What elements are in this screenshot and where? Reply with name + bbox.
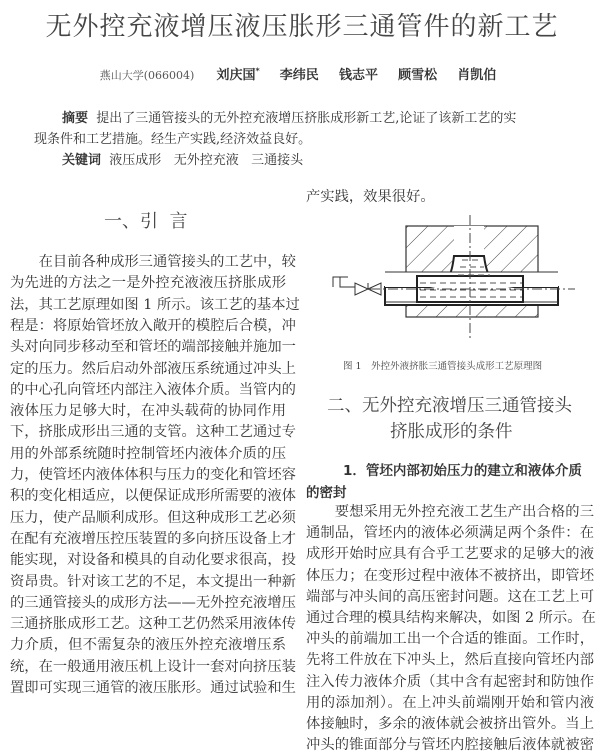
text-line: 头对向同步移动至和管坯的端部接触并施加一 <box>10 339 296 356</box>
text-line: 在目前各种成形三通管接头的工艺中，较 <box>10 254 296 270</box>
text-line: 压力，使产品顺利成形。但这种成形工艺必须 <box>10 509 296 526</box>
text-line: 力，使管坯内液体体积与压力的变化和管坯容 <box>10 467 296 483</box>
text-line: 体压力；在变形过程中液体不被挤出，即管坯 <box>306 567 594 584</box>
text-line: 为先进的方法之一是外控充液液压挤胀成形 <box>10 275 286 292</box>
text-line: 通过合理的模具结构来解决，如图 2 所示。在 <box>306 610 596 626</box>
text-line: 注入传力液体介质（其中含有起密封和防蚀作 <box>306 673 594 690</box>
valve-icon <box>333 277 381 295</box>
text-line: 三通挤胀成形工艺。这种工艺仍然采用液体传 <box>10 616 296 633</box>
text-line: 资昂贵。针对该工艺的不足，本文提出一种新 <box>10 573 296 590</box>
author: 李纬民 <box>279 68 319 83</box>
keyword: 液压成形 <box>109 153 162 168</box>
text-line: 定的压力。然后启动外部液压系统通过冲头上 <box>10 360 296 377</box>
paper-title: 无外控充液增压液压胀形三通管件的新工艺 <box>45 12 559 42</box>
author: 肖凯伯 <box>457 68 497 83</box>
text-line: 成形开始时应具有合乎工艺要求的足够大的液 <box>306 546 594 563</box>
text-line: 置即可实现三通管的液压胀形。通过试验和生 <box>10 680 296 696</box>
text-line: 力介质，但不需复杂的液压外控充液增压系 <box>10 637 286 654</box>
affiliation: 燕山大学(066004) <box>99 69 195 82</box>
text-line: 能实现，对设备和模具的自动化要求很高，投 <box>10 552 296 569</box>
text-line: 法，其工艺原理如图 1 所示。该工艺的基本过 <box>10 296 300 313</box>
author <box>216 68 259 83</box>
author-name: 刘庆国 <box>216 68 256 83</box>
text-line: 液体压力足够大时，在冲头载荷的协同作用 <box>10 403 286 420</box>
text-line: 积的变化相适应，以便保证成形所需要的液体 <box>10 488 296 505</box>
text-line: 冲头的锥面部分与管坯内腔接触后液体就被密 <box>306 737 594 754</box>
section-2-heading: 挤胀成形的条件 <box>390 422 513 442</box>
section-2-heading: 二、无外控充液增压三通管接头 <box>327 396 572 416</box>
text-line: 在配有充液增压控压装置的多向挤压设备上才 <box>10 530 296 547</box>
subsection-heading: 1．管坯内部初始压力的建立和液体介质 <box>343 463 582 479</box>
text-line: 冲头的前端加工出一个合适的锥面。工作时， <box>306 631 594 648</box>
text-line: 下，挤胀成形出三通的支管。这种工艺通过专 <box>10 424 296 441</box>
text-line: 体接触时，多余的液体就会被挤出管外。当上 <box>306 716 594 732</box>
author: 顾雪松 <box>398 68 438 83</box>
keywords <box>62 149 303 168</box>
abstract-line <box>62 107 516 126</box>
keyword: 无外控充液 <box>173 153 239 168</box>
author-line <box>0 64 604 83</box>
text-line: 程是：将原始管坯放入敞开的模腔后合模，冲 <box>10 317 296 334</box>
text-line: 统，在一般通用液压机上设计一套对向挤压装 <box>10 658 296 675</box>
keyword: 三通接头 <box>251 153 304 168</box>
text-line: 的中心孔向管坯内部注入液体介质。当管内的 <box>10 381 296 398</box>
keywords-label: 关键词 <box>62 153 102 168</box>
abstract-line: 现条件和工艺措施。经生产实践,经济效益良好。 <box>34 132 312 147</box>
text-line: 用的添加剂）。在上冲头前端刚开始和管内液 <box>306 694 594 711</box>
text-line: 用的外部系统随时控制管坯内液体介质的压 <box>10 445 286 462</box>
author: 钱志平 <box>338 68 378 83</box>
text-line: 的三通管接头的成形方法——无外控充液增压 <box>10 594 296 611</box>
text-line: 要想采用无外控充液工艺生产出合格的三 <box>306 504 594 520</box>
section-heading-intro: 一、引 言 <box>104 211 188 232</box>
text-line: 通制品，管坯内的液体必须满足两个条件：在 <box>306 525 594 542</box>
figure-1-caption: 图 1 外控外液挤胀三通管接头成形工艺原理图 <box>343 361 543 372</box>
abstract-text: 提出了三通管接头的无外控充液增压挤胀成形新工艺,论证了该新工艺的实 <box>96 111 517 126</box>
abstract-label: 摘要 <box>62 111 89 126</box>
text-line: 先将工件放在下冲头上，然后直接向管坯内部 <box>306 652 594 669</box>
text-line: 端部与冲头间的高压密封问题。这在工艺上可 <box>306 588 594 605</box>
subsection-heading: 的密封 <box>306 485 347 501</box>
continuation-text: 产实践，效果很好。 <box>306 189 435 205</box>
corresponding-mark: * <box>255 66 260 76</box>
figure-1-diagram <box>300 215 600 345</box>
